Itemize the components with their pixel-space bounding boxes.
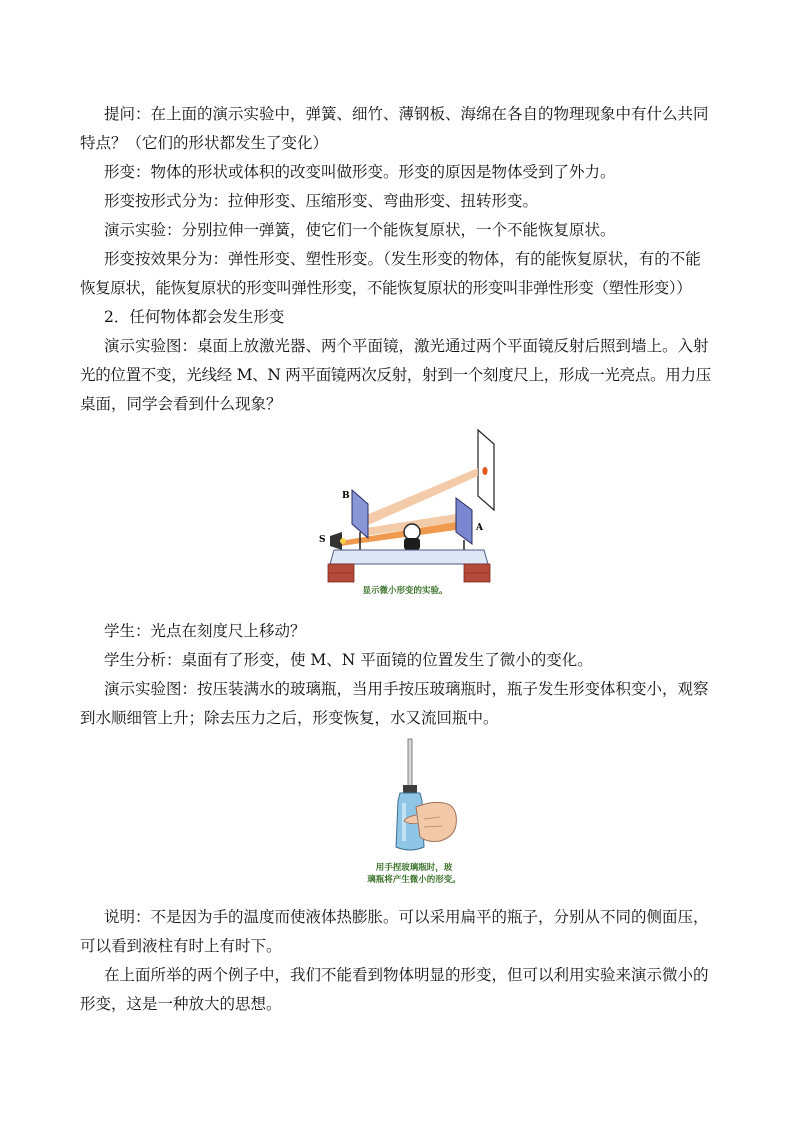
paragraph-question bbox=[80, 100, 730, 158]
table-top bbox=[330, 550, 488, 564]
caption-line: 璃瓶将产生微小的形变。 bbox=[367, 875, 461, 885]
text-line: 恢复原状，能恢复原状的形变叫弹性形变，不能恢复原状的形变叫非弹性形变（塑性形变）） bbox=[80, 279, 692, 297]
glass-tube bbox=[408, 739, 412, 791]
text-line: 特点？（它们的形状都发生了变化） bbox=[80, 134, 329, 152]
text-line: 在上面所举的两个例子中，我们不能看到物体明显的形变，但可以利用实验来演示微小的 bbox=[104, 966, 709, 984]
paragraph-conclusion bbox=[80, 961, 730, 1019]
paragraph-demo-laser bbox=[80, 332, 730, 419]
text-line: 到水顺细管上升；除去压力之后，形变恢复，水又流回瓶中。 bbox=[80, 709, 499, 727]
text-line: 形变按效果分为：弹性形变、塑性形变。（发生形变的物体，有的能恢复原状，有的不能 bbox=[104, 250, 701, 268]
text-line: 演示实验图：按压装满水的玻璃瓶，当用手按压玻璃瓶时，瓶子发生形变体积变小，观察 bbox=[104, 680, 709, 698]
figure2-caption bbox=[354, 862, 474, 886]
bottle-squeeze-figure bbox=[384, 737, 464, 857]
paragraph-explanation bbox=[80, 903, 730, 961]
text-line: 提问：在上面的演示实验中，弹簧、细竹、薄钢板、海绵在各自的物理现象中有什么共同 bbox=[104, 105, 709, 123]
laser-mirror-figure bbox=[316, 428, 496, 598]
text-line: 光的位置不变，光线经 M、N 两平面镜两次反射，射到一个刻度尺上，形成一光亮点。用力压 bbox=[80, 366, 711, 384]
paragraph-demo-bottle bbox=[80, 675, 730, 733]
text-line: 说明：不是因为手的温度而使液体热膨胀。可以采用扁平的瓶子，分别从不同的侧面压， bbox=[104, 908, 709, 926]
light-spot bbox=[482, 467, 487, 475]
paragraph-deformation-forms: 形变按形式分为：拉伸形变、压缩形变、弯曲形变、扭转形变。 bbox=[104, 192, 539, 210]
caption-line: 用手捏玻璃瓶时，玻 bbox=[375, 863, 453, 873]
weight-block bbox=[404, 538, 420, 550]
weight-ring bbox=[404, 524, 420, 540]
mirror-a bbox=[456, 498, 472, 544]
label-b: B bbox=[342, 491, 350, 501]
text-line: 可以看到液柱有时上有时下。 bbox=[80, 937, 282, 955]
figure1-caption: 显示微小形变的实验。 bbox=[362, 586, 448, 596]
text-line: 桌面，同学会看到什么现象？ bbox=[80, 395, 282, 413]
section-heading: 2．任何物体都会发生形变 bbox=[104, 308, 285, 326]
mirror-b bbox=[352, 490, 368, 538]
laser-glow bbox=[340, 538, 346, 544]
label-s: S bbox=[319, 535, 326, 545]
text-line: 演示实验图：桌面上放激光器、两个平面镜，激光通过两个平面镜反射后照到墙上。入射 bbox=[104, 337, 709, 355]
paragraph-student-answer: 学生：光点在刻度尺上移动？ bbox=[104, 622, 306, 640]
paragraph-deformation-effects bbox=[80, 245, 730, 303]
paragraph-deformation-definition: 形变：物体的形状或体积的改变叫做形变。形变的原因是物体受到了外力。 bbox=[104, 163, 616, 181]
bottle-stopper bbox=[403, 785, 417, 793]
paragraph-student-analysis: 学生分析：桌面有了形变，使 M、N 平面镜的位置发生了微小的变化。 bbox=[104, 651, 593, 669]
label-a: A bbox=[476, 523, 483, 533]
hand bbox=[416, 802, 456, 841]
text-line: 形变，这是一种放大的思想。 bbox=[80, 995, 282, 1013]
paragraph-demo-spring: 演示实验：分别拉伸一弹簧，使它们一个能恢复原状，一个不能恢复原状。 bbox=[104, 221, 616, 239]
